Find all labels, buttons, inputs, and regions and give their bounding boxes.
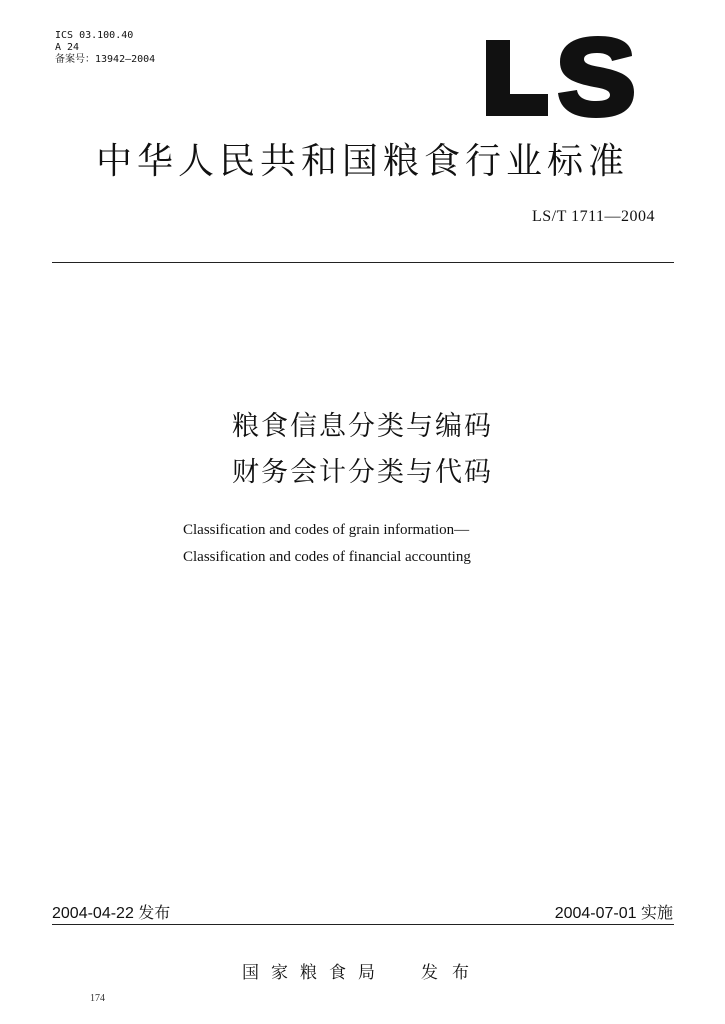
issue-date: 2004-04-22 发布 [52,905,171,922]
title-en-line1: Classification and codes of grain information— [183,522,470,538]
ls-logo [482,22,642,122]
document-metadata [55,30,155,66]
title-cn-line2: 财务会计分类与代码 [232,457,493,488]
title-cn-line1: 粮食信息分类与编码 [232,411,493,442]
classification-code: A 24 [55,42,80,53]
record-number: 备案号：13942—2004 [55,54,156,65]
publisher-action: 发布 [421,963,483,983]
organization-title: 中华人民共和国粮食行业标准 [95,141,629,182]
publisher-line [0,958,725,983]
standard-number: LS/T 1711—2004 [531,208,655,225]
title-en-line2: Classification and codes of financial accounting [183,549,471,565]
ics-code: ICS 03.100.40 [55,30,134,41]
publisher-name: 国家粮食局 [242,963,387,983]
implementation-date: 2004-07-01 实施 [554,905,673,922]
header-divider [52,262,674,263]
footer-divider [52,924,674,925]
page-number: 174 [90,993,105,1004]
